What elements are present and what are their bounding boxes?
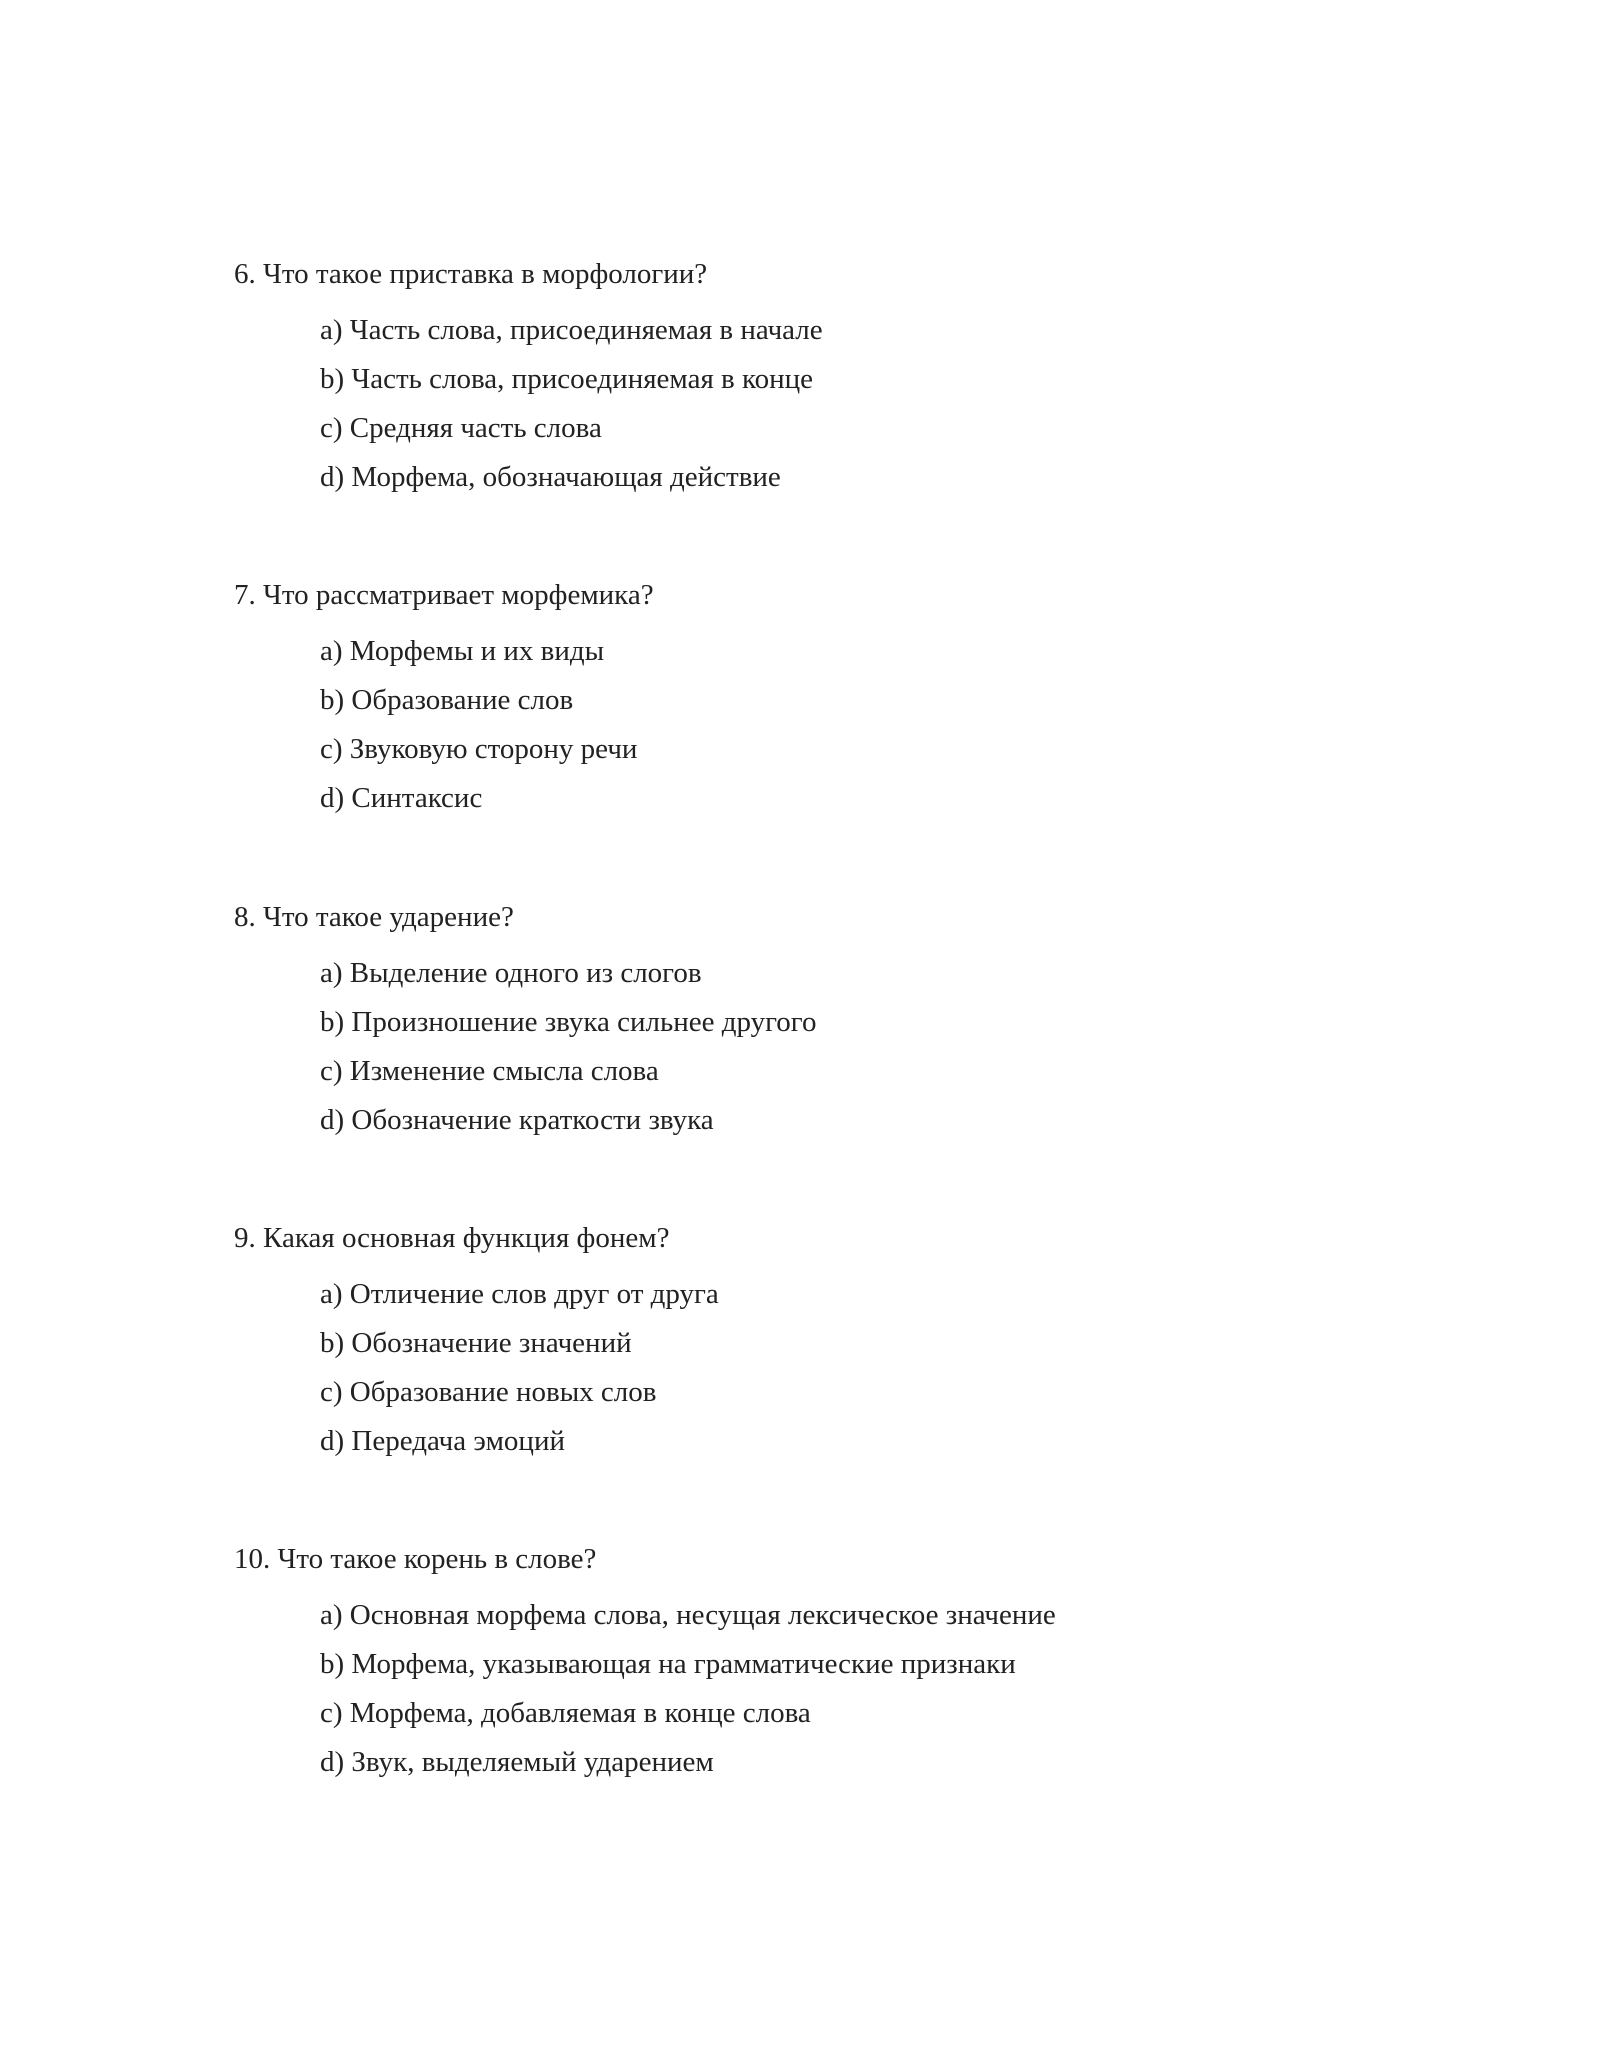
answer-options	[320, 633, 1434, 829]
answer-option-b: b) Произношение звука сильнее другого	[320, 1006, 817, 1038]
question-8	[234, 899, 1434, 1151]
answer-option-b: b) Образование слов	[320, 684, 574, 716]
question-title: 9. Какая основная функция фонем?	[234, 1222, 670, 1254]
question-title: 6. Что такое приставка в морфологии?	[234, 258, 708, 290]
answer-options	[320, 312, 1434, 508]
answer-option-a: a) Выделение одного из слогов	[320, 957, 702, 989]
answer-option-a: a) Морфемы и их виды	[320, 635, 605, 667]
answer-option-d: d) Обозначение краткости звука	[320, 1104, 714, 1136]
answer-option-a: a) Отличение слов друг от друга	[320, 1278, 719, 1310]
answer-option-a: a) Основная морфема слова, несущая лексическое значение	[320, 1599, 1056, 1631]
answer-options	[320, 1597, 1434, 1793]
question-9	[234, 1220, 1434, 1472]
answer-option-c: c) Средняя часть слова	[320, 412, 602, 444]
answer-option-d: d) Морфема, обозначающая действие	[320, 461, 781, 493]
question-7	[234, 577, 1434, 829]
answer-option-d: d) Синтаксис	[320, 782, 483, 814]
answer-options	[320, 955, 1434, 1151]
answer-option-a: a) Часть слова, присоединяемая в начале	[320, 314, 823, 346]
answer-option-d: d) Звук, выделяемый ударением	[320, 1746, 714, 1778]
answer-option-c: c) Звуковую сторону речи	[320, 733, 638, 765]
question-title: 10. Что такое корень в слове?	[234, 1543, 597, 1575]
answer-option-c: c) Морфема, добавляемая в конце слова	[320, 1697, 811, 1729]
answer-option-b: b) Часть слова, присоединяемая в конце	[320, 363, 814, 395]
answer-option-c: c) Изменение смысла слова	[320, 1055, 659, 1087]
answer-option-b: b) Морфема, указывающая на грамматические признаки	[320, 1648, 1016, 1680]
answer-option-d: d) Передача эмоций	[320, 1425, 565, 1457]
answer-option-b: b) Обозначение значений	[320, 1327, 632, 1359]
question-6	[234, 256, 1434, 508]
question-title: 8. Что такое ударение?	[234, 901, 514, 933]
answer-options	[320, 1276, 1434, 1472]
answer-option-c: c) Образование новых слов	[320, 1376, 657, 1408]
question-title: 7. Что рассматривает морфемика?	[234, 579, 654, 611]
question-10	[234, 1541, 1434, 1793]
